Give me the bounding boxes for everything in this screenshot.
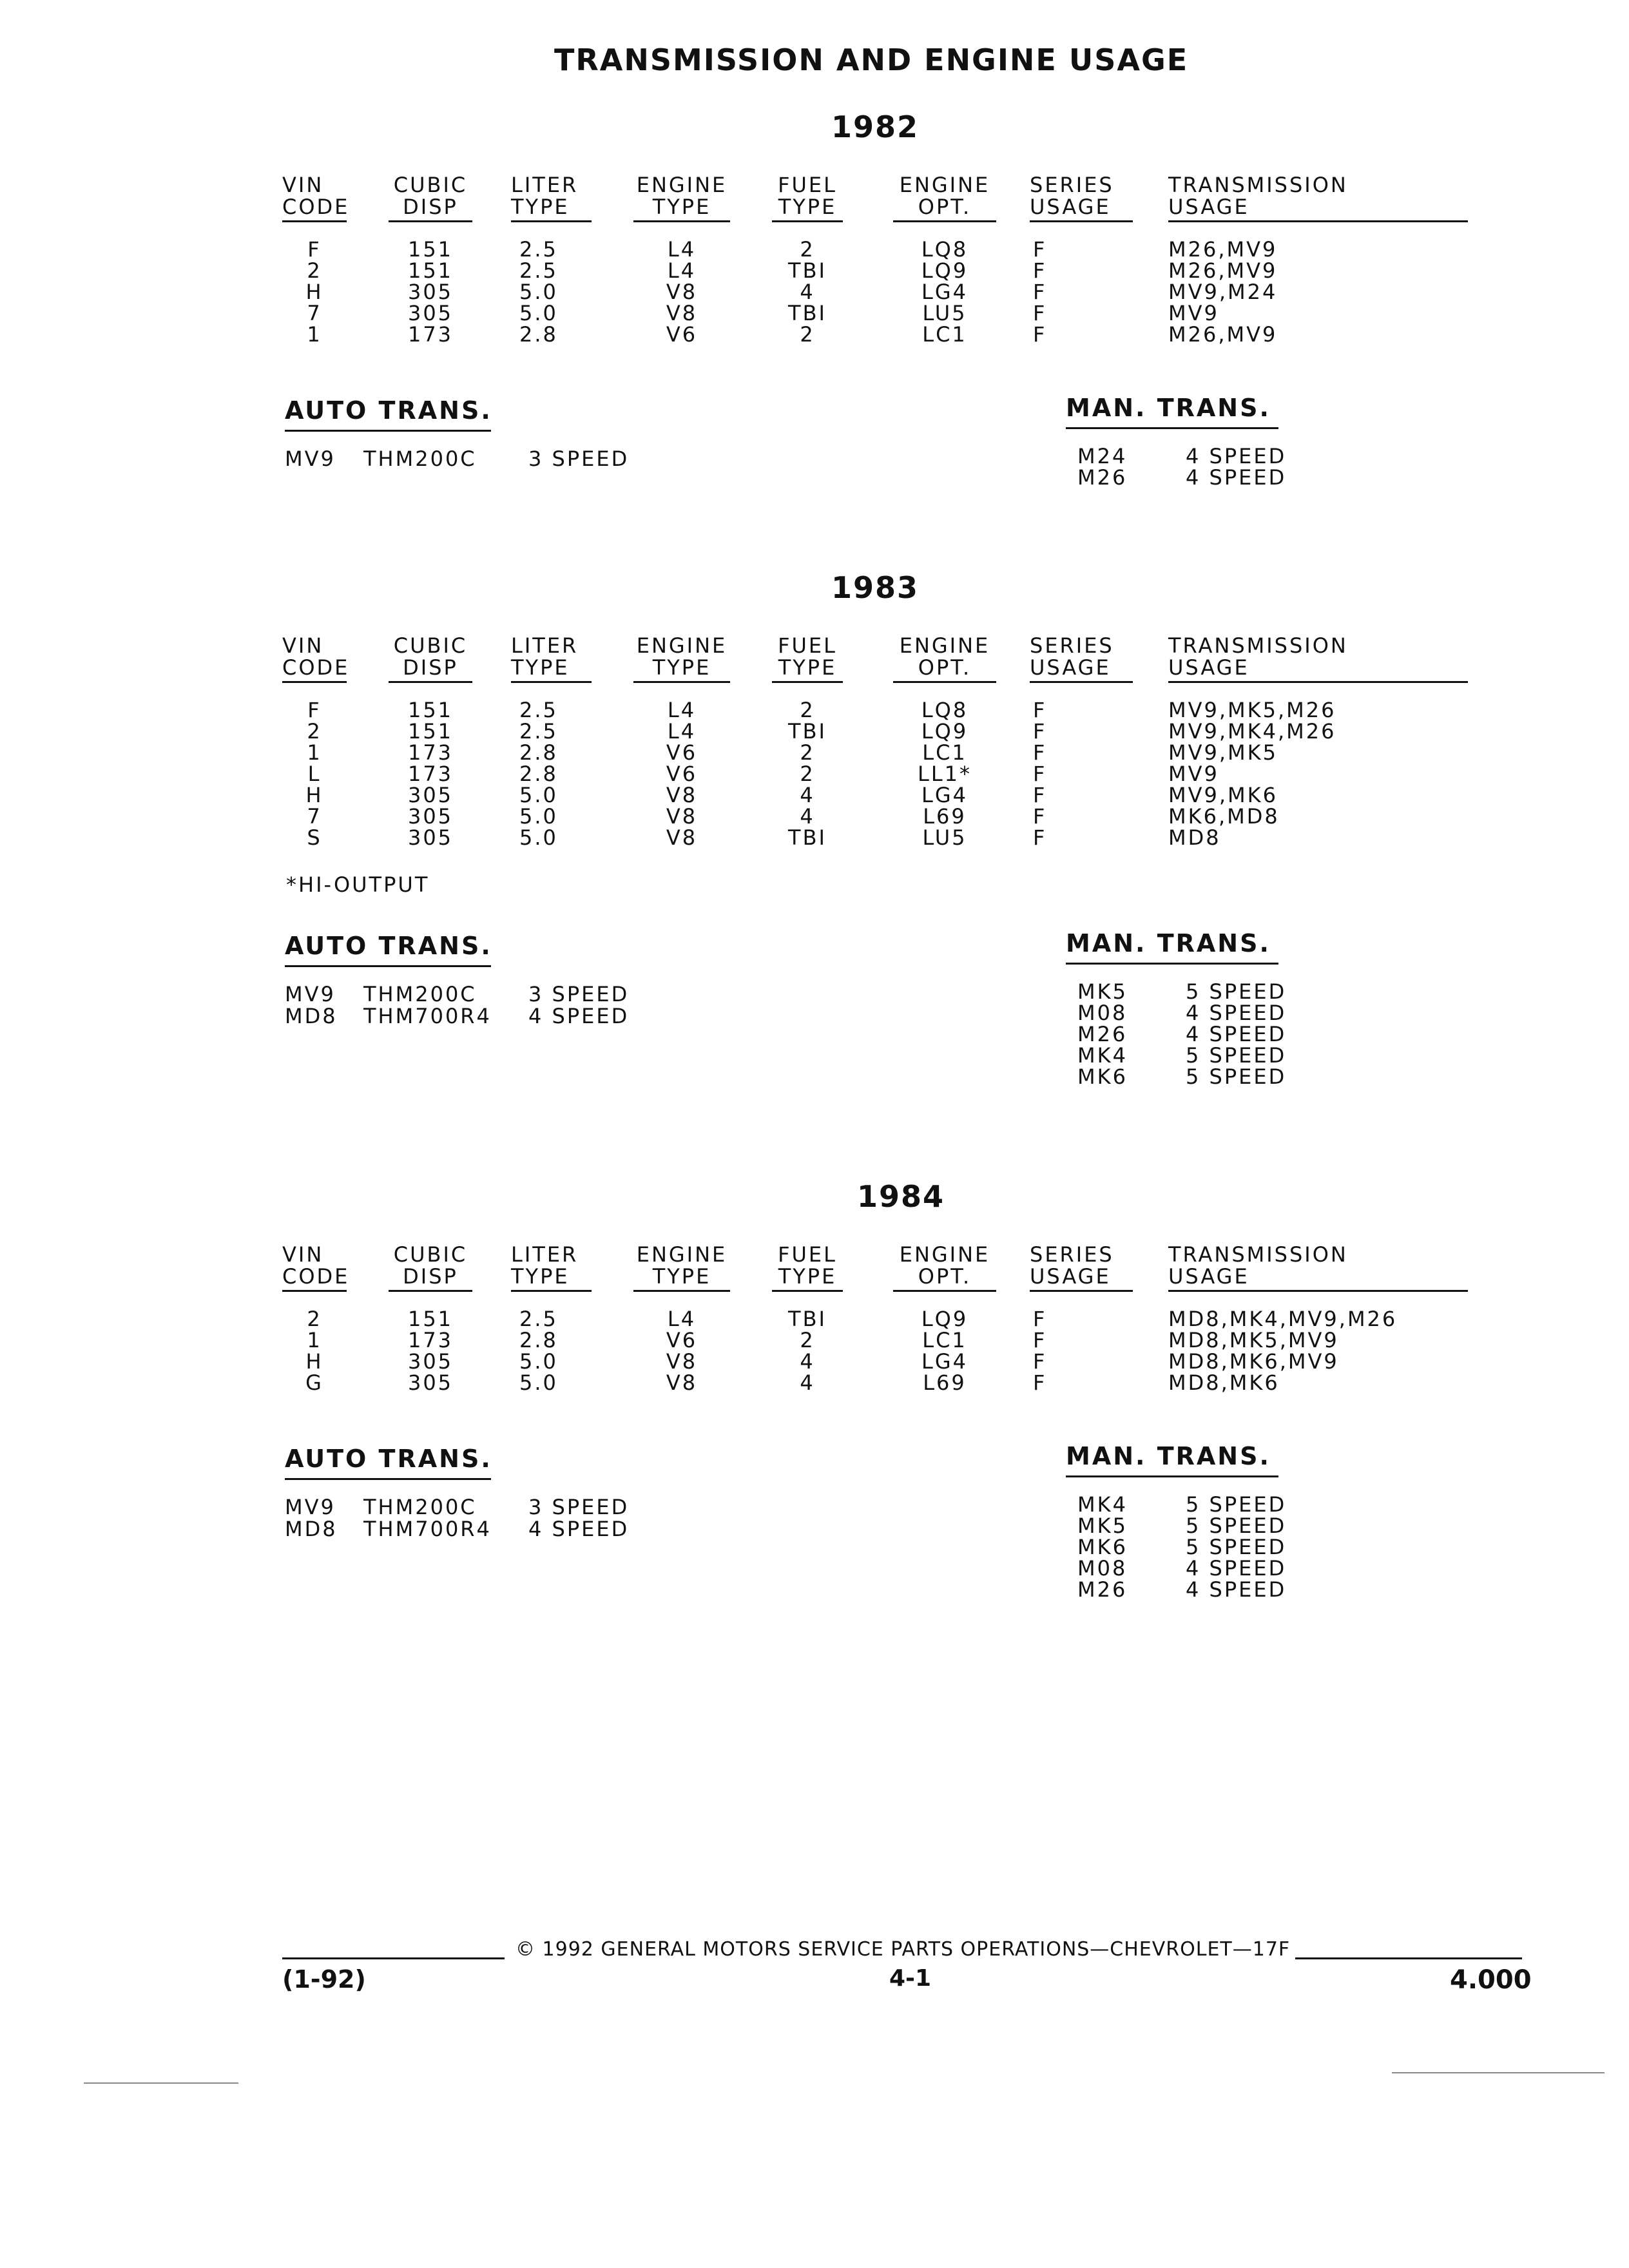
man-trans-speed: 4 SPEED	[1186, 444, 1287, 468]
cell-cubic: 305	[407, 301, 454, 325]
cell-vin: 1	[307, 740, 322, 765]
cell-fuel: TBI	[788, 825, 827, 850]
cell-series: F	[1033, 1307, 1047, 1331]
table-row	[282, 1329, 1468, 1351]
table-row	[282, 1350, 1468, 1372]
table-row	[282, 323, 1468, 345]
cell-fuel: 2	[800, 762, 815, 786]
cell-cubic: 305	[407, 1349, 454, 1374]
column-header-liter: TYPE	[511, 195, 570, 219]
cell-series: F	[1033, 762, 1047, 786]
table-row	[282, 238, 1468, 260]
cell-vin: H	[305, 280, 323, 304]
cell-fuel: 4	[800, 1349, 815, 1374]
cell-fuel: 2	[800, 740, 815, 765]
cell-series: F	[1033, 1349, 1047, 1374]
header-underline	[772, 681, 843, 683]
table-row	[282, 720, 1468, 742]
table-row	[282, 827, 1468, 849]
auto-trans-heading: AUTO TRANS.	[285, 932, 492, 960]
cell-vin: F	[307, 237, 322, 262]
man-trans-rule	[1066, 963, 1278, 965]
column-header-engine_type: TYPE	[652, 655, 711, 680]
cell-vin: H	[305, 783, 323, 807]
cell-cubic: 305	[407, 1370, 454, 1395]
column-header-transmission: USAGE	[1168, 1264, 1249, 1289]
cell-series: F	[1033, 783, 1047, 807]
auto-trans-rule	[285, 1478, 491, 1480]
man-trans-speed: 4 SPEED	[1186, 1001, 1287, 1025]
column-header-vin: CODE	[282, 655, 350, 680]
header-underline	[1030, 1290, 1133, 1292]
auto-trans-speed: 3 SPEED	[528, 1495, 630, 1519]
header-underline	[1168, 681, 1468, 683]
table-row	[282, 302, 1468, 324]
auto-trans-code: MV9	[285, 982, 336, 1006]
header-underline	[389, 1290, 472, 1292]
man-trans-speed: 4 SPEED	[1186, 1577, 1287, 1602]
man-trans-code: M26	[1077, 1022, 1128, 1046]
column-header-engine_type: ENGINE	[636, 173, 728, 197]
footnote: *HI-OUTPUT	[286, 872, 430, 897]
cell-opt: LG4	[921, 280, 968, 304]
table-row	[282, 1308, 1468, 1330]
cell-vin: F	[307, 698, 322, 722]
cell-opt: LU5	[922, 825, 967, 850]
cell-liter: 2.8	[519, 762, 558, 786]
column-header-cubic: DISP	[403, 655, 458, 680]
cell-engine: V8	[666, 280, 698, 304]
cell-opt: L69	[923, 1370, 967, 1395]
man-trans-code: MK6	[1077, 1535, 1128, 1559]
man-trans-rule	[1066, 1475, 1278, 1477]
cell-engine: L4	[667, 1307, 697, 1331]
scan-artifact	[84, 2082, 238, 2084]
column-header-cubic: CUBIC	[393, 173, 468, 197]
auto-trans-speed: 4 SPEED	[528, 1004, 630, 1028]
column-header-series: USAGE	[1030, 655, 1111, 680]
table-row	[282, 1372, 1468, 1394]
cell-liter: 5.0	[519, 1349, 558, 1374]
table-row	[282, 281, 1468, 303]
header-underline	[511, 1290, 592, 1292]
column-header-fuel: FUEL	[778, 1242, 837, 1267]
man-trans-heading: MAN. TRANS.	[1066, 929, 1271, 957]
table-header-row	[282, 196, 1468, 218]
footer-section-number: 4.000	[1450, 1965, 1532, 1995]
cell-opt: LQ8	[921, 237, 969, 262]
column-header-series: USAGE	[1030, 195, 1111, 219]
auto-trans-code: MD8	[285, 1517, 338, 1541]
cell-trans: MK6,MD8	[1168, 804, 1280, 829]
cell-liter: 2.5	[519, 258, 558, 283]
cell-vin: G	[305, 1370, 323, 1395]
cell-liter: 5.0	[519, 825, 558, 850]
cell-cubic: 151	[407, 1307, 454, 1331]
cell-engine: V6	[666, 762, 698, 786]
header-underline	[633, 1290, 730, 1292]
column-header-liter: TYPE	[511, 655, 570, 680]
cell-cubic: 305	[407, 825, 454, 850]
cell-trans: M26,MV9	[1168, 237, 1278, 262]
column-header-transmission: USAGE	[1168, 195, 1249, 219]
column-header-transmission: TRANSMISSION	[1168, 173, 1348, 197]
header-underline	[893, 220, 996, 222]
column-header-vin: VIN	[282, 173, 324, 197]
table-row	[282, 742, 1468, 764]
cell-engine: V8	[666, 825, 698, 850]
footer-copyright: © 1992 GENERAL MOTORS SERVICE PARTS OPERATIONS—CHEVROLET—17F	[516, 1938, 1291, 1961]
man-trans-code: M08	[1077, 1556, 1128, 1581]
cell-liter: 2.8	[519, 1328, 558, 1352]
man-trans-speed: 5 SPEED	[1186, 1043, 1287, 1068]
cell-series: F	[1033, 280, 1047, 304]
cell-opt: L69	[923, 804, 967, 829]
column-header-transmission: TRANSMISSION	[1168, 633, 1348, 658]
cell-opt: LL1*	[917, 762, 972, 786]
column-header-engine_type: TYPE	[652, 1264, 711, 1289]
cell-liter: 5.0	[519, 804, 558, 829]
cell-engine: L4	[667, 258, 697, 283]
man-trans-code: MK4	[1077, 1492, 1128, 1517]
man-trans-code: MK5	[1077, 979, 1128, 1004]
cell-opt: LQ8	[921, 698, 969, 722]
cell-trans: MV9,MK4,M26	[1168, 719, 1336, 744]
cell-trans: MV9,M24	[1168, 280, 1278, 304]
cell-opt: LC1	[922, 322, 967, 347]
cell-cubic: 173	[407, 762, 454, 786]
header-underline	[282, 220, 347, 222]
cell-liter: 2.5	[519, 698, 558, 722]
cell-trans: MV9,MK5,M26	[1168, 698, 1336, 722]
cell-engine: L4	[667, 237, 697, 262]
column-header-cubic: DISP	[403, 195, 458, 219]
man-trans-code: M26	[1077, 1577, 1128, 1602]
column-header-engine_opt: ENGINE	[899, 1242, 990, 1267]
column-header-engine_type: ENGINE	[636, 633, 728, 658]
cell-opt: LG4	[921, 1349, 968, 1374]
cell-liter: 2.5	[519, 1307, 558, 1331]
cell-series: F	[1033, 804, 1047, 829]
column-header-engine_opt: OPT.	[918, 655, 972, 680]
cell-liter: 2.8	[519, 740, 558, 765]
column-header-engine_type: ENGINE	[636, 1242, 728, 1267]
cell-engine: L4	[667, 719, 697, 744]
cell-engine: V8	[666, 301, 698, 325]
man-trans-speed: 5 SPEED	[1186, 1514, 1287, 1538]
man-trans-speed: 5 SPEED	[1186, 979, 1287, 1004]
cell-opt: LC1	[922, 1328, 967, 1352]
column-header-series: SERIES	[1030, 633, 1114, 658]
cell-fuel: TBI	[788, 258, 827, 283]
cell-engine: V8	[666, 804, 698, 829]
section-year: 1983	[831, 570, 920, 605]
footer-rule-left	[282, 1957, 505, 1959]
cell-trans: MV9	[1168, 762, 1219, 786]
cell-vin: 2	[307, 1307, 322, 1331]
cell-engine: V8	[666, 1370, 698, 1395]
man-trans-code: M24	[1077, 444, 1128, 468]
header-underline	[511, 681, 592, 683]
header-underline	[633, 220, 730, 222]
cell-series: F	[1033, 1328, 1047, 1352]
cell-series: F	[1033, 825, 1047, 850]
scan-artifact	[1392, 2072, 1605, 2073]
cell-trans: MD8	[1168, 825, 1221, 850]
man-trans-code: MK4	[1077, 1043, 1128, 1068]
auto-trans-model: THM200C	[363, 447, 477, 471]
auto-trans-speed: 3 SPEED	[528, 982, 630, 1006]
auto-trans-model: THM700R4	[363, 1004, 492, 1028]
cell-series: F	[1033, 740, 1047, 765]
cell-fuel: 4	[800, 804, 815, 829]
cell-cubic: 151	[407, 237, 454, 262]
cell-engine: V6	[666, 1328, 698, 1352]
cell-trans: M26,MV9	[1168, 258, 1278, 283]
cell-fuel: 2	[800, 698, 815, 722]
table-row	[282, 260, 1468, 282]
auto-trans-model: THM200C	[363, 1495, 477, 1519]
cell-fuel: 4	[800, 783, 815, 807]
column-header-engine_type: TYPE	[652, 195, 711, 219]
column-header-fuel: TYPE	[778, 195, 837, 219]
cell-engine: V8	[666, 1349, 698, 1374]
cell-cubic: 305	[407, 783, 454, 807]
cell-cubic: 173	[407, 740, 454, 765]
man-trans-rule	[1066, 427, 1278, 429]
auto-trans-heading: AUTO TRANS.	[285, 396, 492, 425]
column-header-engine_opt: OPT.	[918, 1264, 972, 1289]
section-year: 1982	[831, 110, 920, 144]
cell-trans: MD8,MK5,MV9	[1168, 1328, 1339, 1352]
cell-opt: LG4	[921, 783, 968, 807]
table-header-row	[282, 174, 1468, 196]
man-trans-code: MK5	[1077, 1514, 1128, 1538]
cell-engine: L4	[667, 698, 697, 722]
table-row	[282, 763, 1468, 785]
cell-liter: 5.0	[519, 783, 558, 807]
man-trans-speed: 5 SPEED	[1186, 1535, 1287, 1559]
auto-trans-model: THM700R4	[363, 1517, 492, 1541]
auto-trans-rule	[285, 430, 491, 432]
header-underline	[282, 1290, 347, 1292]
auto-trans-code: MV9	[285, 1495, 336, 1519]
column-header-cubic: CUBIC	[393, 633, 468, 658]
cell-trans: MD8,MK6,MV9	[1168, 1349, 1339, 1374]
table-header-row	[282, 1244, 1468, 1265]
table-row	[282, 805, 1468, 827]
man-trans-heading: MAN. TRANS.	[1066, 1442, 1271, 1470]
header-underline	[389, 220, 472, 222]
column-header-transmission: TRANSMISSION	[1168, 1242, 1348, 1267]
column-header-fuel: FUEL	[778, 173, 837, 197]
header-underline	[282, 681, 347, 683]
auto-trans-model: THM200C	[363, 982, 477, 1006]
cell-fuel: TBI	[788, 301, 827, 325]
cell-liter: 2.5	[519, 237, 558, 262]
header-underline	[893, 1290, 996, 1292]
cell-trans: MD8,MK4,MV9,M26	[1168, 1307, 1398, 1331]
column-header-series: SERIES	[1030, 1242, 1114, 1267]
cell-liter: 2.8	[519, 322, 558, 347]
column-header-cubic: CUBIC	[393, 1242, 468, 1267]
cell-cubic: 151	[407, 698, 454, 722]
header-underline	[772, 1290, 843, 1292]
cell-series: F	[1033, 237, 1047, 262]
cell-cubic: 305	[407, 280, 454, 304]
cell-series: F	[1033, 719, 1047, 744]
cell-liter: 2.5	[519, 719, 558, 744]
table-row	[282, 699, 1468, 721]
auto-trans-heading: AUTO TRANS.	[285, 1445, 492, 1473]
man-trans-speed: 4 SPEED	[1186, 1556, 1287, 1581]
column-header-transmission: USAGE	[1168, 655, 1249, 680]
cell-series: F	[1033, 258, 1047, 283]
column-header-engine_opt: OPT.	[918, 195, 972, 219]
column-header-liter: LITER	[511, 173, 579, 197]
column-header-liter: LITER	[511, 633, 579, 658]
column-header-vin: CODE	[282, 195, 350, 219]
cell-opt: LU5	[922, 301, 967, 325]
cell-series: F	[1033, 301, 1047, 325]
man-trans-heading: MAN. TRANS.	[1066, 394, 1271, 422]
column-header-liter: LITER	[511, 1242, 579, 1267]
column-header-series: SERIES	[1030, 173, 1114, 197]
cell-engine: V6	[666, 322, 698, 347]
cell-vin: 7	[307, 804, 322, 829]
cell-series: F	[1033, 698, 1047, 722]
cell-fuel: 2	[800, 1328, 815, 1352]
cell-engine: V6	[666, 740, 698, 765]
man-trans-speed: 5 SPEED	[1186, 1492, 1287, 1517]
header-underline	[893, 681, 996, 683]
header-underline	[1030, 220, 1133, 222]
cell-opt: LQ9	[921, 719, 969, 744]
man-trans-code: M08	[1077, 1001, 1128, 1025]
column-header-fuel: TYPE	[778, 655, 837, 680]
cell-cubic: 305	[407, 804, 454, 829]
cell-fuel: TBI	[788, 719, 827, 744]
table-header-row	[282, 635, 1468, 657]
cell-trans: MV9,MK5	[1168, 740, 1278, 765]
cell-vin: 2	[307, 258, 322, 283]
column-header-fuel: FUEL	[778, 633, 837, 658]
cell-vin: 1	[307, 322, 322, 347]
cell-liter: 5.0	[519, 1370, 558, 1395]
cell-fuel: 2	[800, 322, 815, 347]
column-header-engine_opt: ENGINE	[899, 633, 990, 658]
footer-rule-right	[1295, 1957, 1522, 1959]
footer-date: (1-92)	[282, 1965, 366, 1994]
cell-vin: 7	[307, 301, 322, 325]
footer-page-number: 4-1	[889, 1965, 932, 1992]
cell-fuel: 2	[800, 237, 815, 262]
cell-cubic: 173	[407, 1328, 454, 1352]
header-underline	[633, 681, 730, 683]
cell-trans: MV9,MK6	[1168, 783, 1278, 807]
header-underline	[772, 220, 843, 222]
column-header-fuel: TYPE	[778, 1264, 837, 1289]
cell-cubic: 173	[407, 322, 454, 347]
table-header-row	[282, 1265, 1468, 1287]
man-trans-code: MK6	[1077, 1064, 1128, 1089]
cell-cubic: 151	[407, 719, 454, 744]
cell-liter: 5.0	[519, 301, 558, 325]
cell-engine: V8	[666, 783, 698, 807]
cell-cubic: 151	[407, 258, 454, 283]
header-underline	[1168, 220, 1468, 222]
column-header-vin: VIN	[282, 1242, 324, 1267]
cell-vin: H	[305, 1349, 323, 1374]
column-header-vin: CODE	[282, 1264, 350, 1289]
header-underline	[389, 681, 472, 683]
header-underline	[511, 220, 592, 222]
man-trans-code: M26	[1077, 465, 1128, 490]
cell-opt: LQ9	[921, 1307, 969, 1331]
column-header-series: USAGE	[1030, 1264, 1111, 1289]
cell-opt: LC1	[922, 740, 967, 765]
cell-series: F	[1033, 322, 1047, 347]
auto-trans-speed: 4 SPEED	[528, 1517, 630, 1541]
cell-trans: MV9	[1168, 301, 1219, 325]
auto-trans-rule	[285, 965, 491, 967]
cell-fuel: 4	[800, 280, 815, 304]
cell-opt: LQ9	[921, 258, 969, 283]
column-header-engine_opt: ENGINE	[899, 173, 990, 197]
cell-liter: 5.0	[519, 280, 558, 304]
man-trans-speed: 4 SPEED	[1186, 1022, 1287, 1046]
table-row	[282, 784, 1468, 806]
cell-vin: 2	[307, 719, 322, 744]
cell-vin: 1	[307, 1328, 322, 1352]
column-header-vin: VIN	[282, 633, 324, 658]
header-underline	[1030, 681, 1133, 683]
man-trans-speed: 5 SPEED	[1186, 1064, 1287, 1089]
auto-trans-speed: 3 SPEED	[528, 447, 630, 471]
cell-trans: M26,MV9	[1168, 322, 1278, 347]
cell-vin: S	[307, 825, 322, 850]
cell-series: F	[1033, 1370, 1047, 1395]
auto-trans-code: MD8	[285, 1004, 338, 1028]
table-header-row	[282, 657, 1468, 678]
page-title: TRANSMISSION AND ENGINE USAGE	[554, 43, 1189, 77]
cell-fuel: 4	[800, 1370, 815, 1395]
column-header-liter: TYPE	[511, 1264, 570, 1289]
cell-vin: L	[307, 762, 322, 786]
cell-trans: MD8,MK6	[1168, 1370, 1280, 1395]
header-underline	[1168, 1290, 1468, 1292]
man-trans-speed: 4 SPEED	[1186, 465, 1287, 490]
cell-fuel: TBI	[788, 1307, 827, 1331]
section-year: 1984	[857, 1179, 945, 1214]
column-header-cubic: DISP	[403, 1264, 458, 1289]
auto-trans-code: MV9	[285, 447, 336, 471]
